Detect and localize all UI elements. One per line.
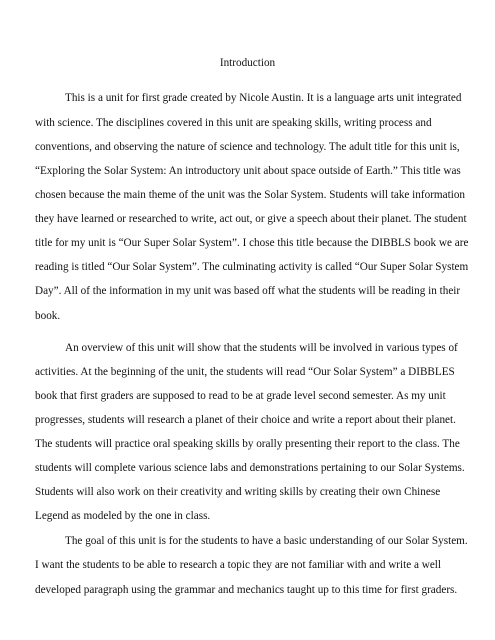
paragraph-2-line-5: The students will practice oral speaking skills by orally presenting their report to the class. The [35, 438, 460, 450]
paragraph-2-line-8: Legend as modeled by the one in class. [35, 510, 211, 522]
page-title: Introduction [219, 57, 276, 69]
paragraph-1-line-9: Day”. All of the information in my unit was based off what the students will be reading in their [35, 285, 461, 297]
paragraph-1-line-8: reading is titled “Our Solar System”. The culminating activity is called “Our Super Solar System [35, 261, 469, 273]
paragraph-1-line-7: title for my unit is “Our Super Solar System”. I chose this title because the DIBBLS book we are [35, 237, 469, 249]
paragraph-1-line-6: they have learned or researched to write, act out, or give a speech about their planet. The student [35, 213, 467, 225]
paragraph-2-line-6: students will complete various science labs and demonstrations pertaining to our Solar Systems. [35, 462, 465, 474]
paragraph-1-line-2: with science. The disciplines covered in this unit are speaking skills, writing process and [35, 117, 432, 129]
paragraph-1-line-10: book. [35, 310, 61, 322]
paragraph-2-line-3: book that first graders are supposed to read to be at grade level second semester. As my unit [35, 390, 446, 402]
paragraph-2-line-7: Students will also work on their creativity and writing skills by creating their own Chinese [35, 486, 441, 498]
paragraph-2-line-4: progresses, students will research a planet of their choice and write a report about their planet. [35, 414, 456, 426]
paragraph-2-line-2: activities. At the beginning of the unit, the students will read “Our Solar System” a DIBBLES [35, 366, 455, 378]
paragraph-1-line-4: “Exploring the Solar System: An introductory unit about space outside of Earth.” This title was [35, 165, 461, 177]
paragraph-2-line-1: An overview of this unit will show that the students will be involved in various types of [65, 342, 458, 354]
paragraph-3-line-2: I want the students to be able to research a topic they are not familiar with and write a well [35, 559, 442, 571]
paragraph-1-line-1: This is a unit for first grade created by Nicole Austin. It is a language arts unit integrated [65, 92, 462, 104]
paragraph-3-line-3: developed paragraph using the grammar and mechanics taught up to this time for first graders. [35, 584, 458, 596]
paragraph-1-line-5: chosen because the main theme of the unit was the Solar System. Students will take information [35, 189, 466, 201]
paragraph-3-line-1: The goal of this unit is for the students to have a basic understanding of our Solar System. [65, 535, 468, 547]
paragraph-1-line-3: conventions, and observing the nature of science and technology. The adult title for this unit is, [35, 141, 460, 153]
